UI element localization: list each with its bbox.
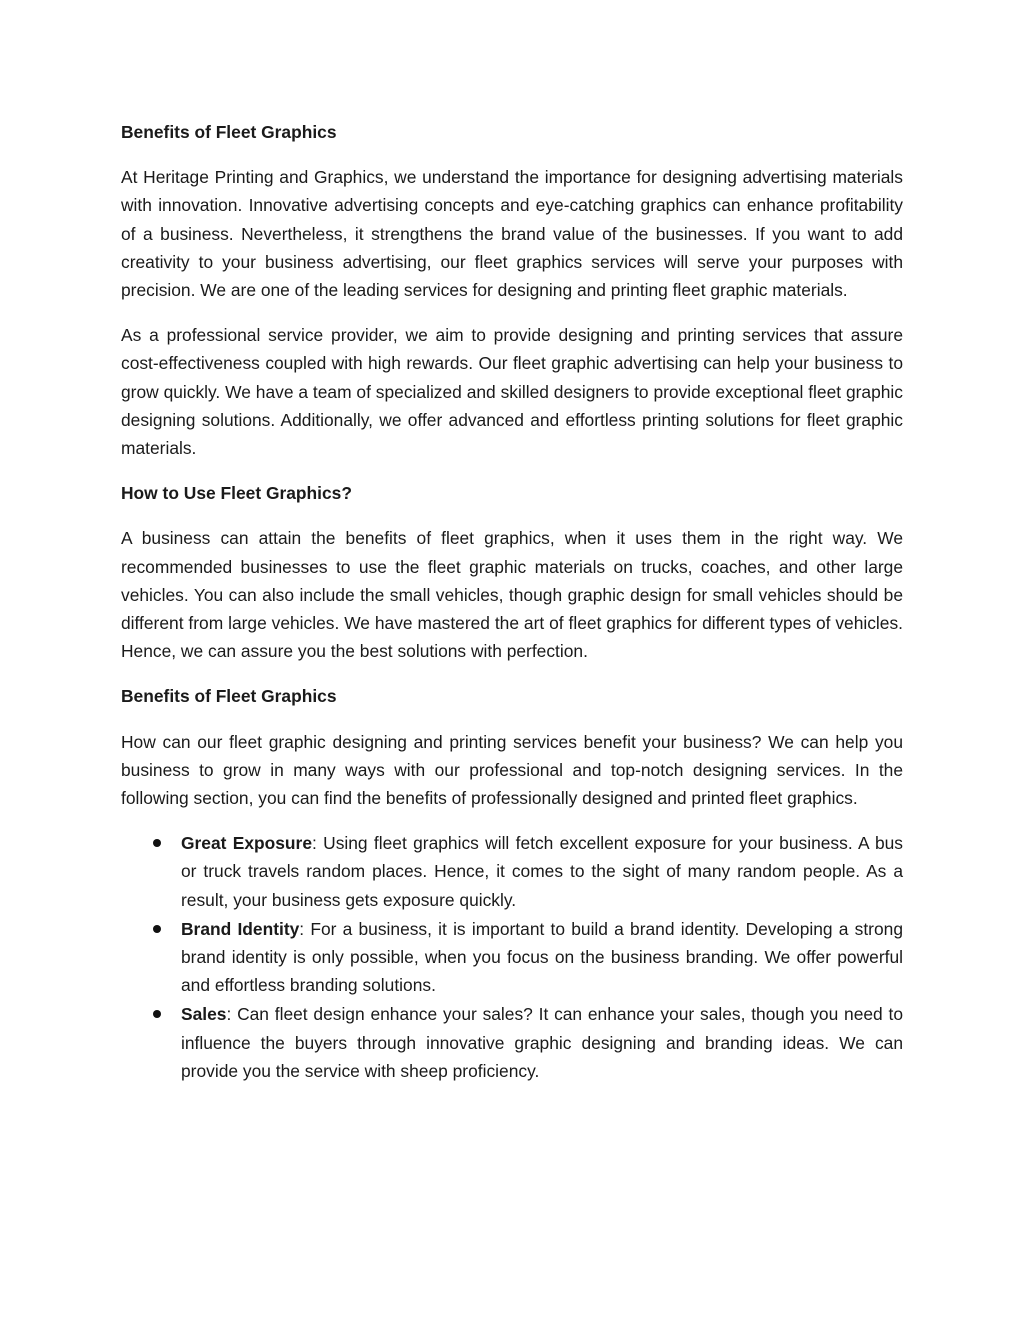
bullet-text: : Can fleet design enhance your sales? It can enhance your sales, though you need to influence the buyers through innovative graphic designing and branding ideas. We can provide you the service with sheep proficiency.	[181, 1004, 903, 1081]
bullet-title: Sales	[181, 1004, 227, 1025]
section-heading: Benefits of Fleet Graphics	[121, 686, 337, 707]
list-item	[121, 829, 903, 914]
paragraph: At Heritage Printing and Graphics, we understand the importance for designing advertising materials with innovation. Innovative advertising concepts and eye-catching graphics can enhance profitability of a business. Nevertheless, it strengthens the brand value of the businesses. If you want to add creativity to your business advertising, our fleet graphics services will serve your purposes with precision. We are one of the leading services for designing and printing fleet graphic materials.	[121, 167, 903, 301]
section-heading: How to Use Fleet Graphics?	[121, 483, 352, 504]
paragraph: How can our fleet graphic designing and printing services benefit your business? We can help you business to grow in many ways with our professional and top-notch designing services. In the following section, you can find the benefits of professionally designed and printed fleet graphics.	[121, 731, 903, 809]
section-heading: Benefits of Fleet Graphics	[121, 122, 337, 142]
paragraph: A business can attain the benefits of fleet graphics, when it uses them in the right way. We recommended businesses to use the fleet graphic materials on trucks, coaches, and other large vehicles. You can also include the small vehicles, though graphic design for small vehicles should be different from large vehicles. We have mastered the art of fleet graphics for different types of vehicles. Hence, we can assure you the best solutions with perfection.	[121, 528, 903, 662]
bullet-icon	[153, 839, 161, 847]
bullet-text: : For a business, it is important to build a brand identity. Developing a strong brand identity is only possible, when you focus on the business branding. We offer powerful and effortless branding solutions.	[181, 918, 903, 996]
bullet-text: : Using fleet graphics will fetch excellent exposure for your business. A bus or truck travels random places. Hence, it comes to the sight of many random people. As a result, your business gets exposure quickly.	[181, 833, 903, 910]
bullet-title: Great Exposure	[181, 833, 312, 854]
list-item	[121, 915, 903, 1000]
bullet-icon	[153, 925, 161, 933]
list-item	[121, 1000, 903, 1085]
bullet-title: Brand Identity	[181, 918, 300, 939]
benefits-list	[121, 829, 903, 1085]
paragraph: As a professional service provider, we aim to provide designing and printing services that assure cost-effectiveness coupled with high rewards. Our fleet graphic advertising can help your business to grow quickly. We have a team of specialized and skilled designers to provide exceptional fleet graphic designing solutions. Additionally, we offer advanced and effortless printing solutions for fleet graphic materials.	[121, 325, 903, 459]
bullet-icon	[153, 1010, 161, 1018]
document-body	[121, 118, 903, 1086]
